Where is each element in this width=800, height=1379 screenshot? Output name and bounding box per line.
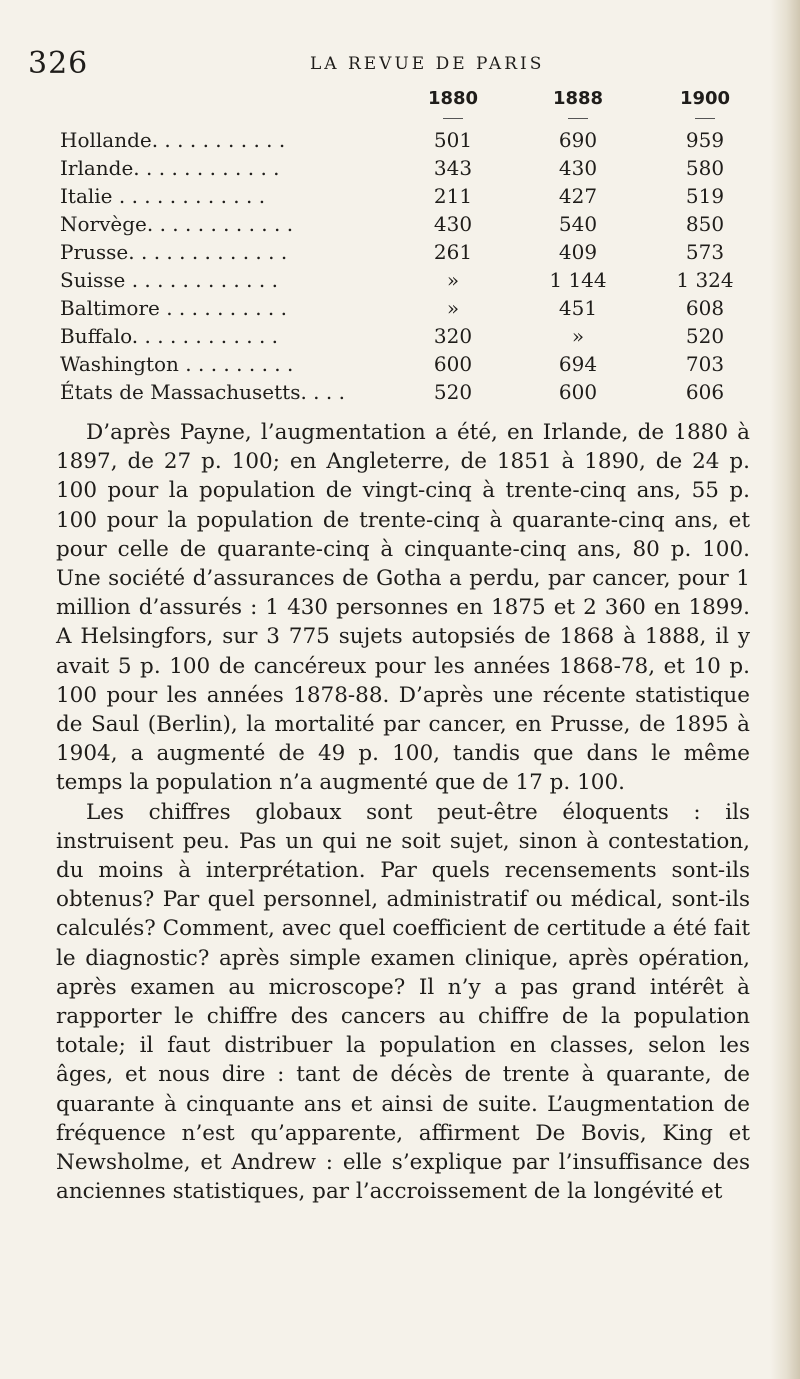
table-row — [60, 128, 760, 156]
cell-1880: 430 — [433, 212, 473, 236]
cell-1900: 608 — [685, 296, 725, 320]
cell-1888: 451 — [558, 296, 598, 320]
table-row — [60, 212, 760, 240]
table-row — [60, 156, 760, 184]
statistics-table — [60, 88, 760, 408]
cell-1888: 600 — [558, 380, 598, 404]
table-row — [60, 240, 760, 268]
cell-1888: 427 — [558, 184, 598, 208]
page-number: 326 — [28, 46, 89, 81]
cell-1888: 694 — [558, 352, 598, 376]
row-label: Hollande. . . . . . . . . . . — [60, 128, 286, 152]
column-header-1888: 1888 — [552, 88, 604, 109]
row-label: Prusse. . . . . . . . . . . . . — [60, 240, 288, 264]
cell-1900: 573 — [685, 240, 725, 264]
cell-1888: 409 — [558, 240, 598, 264]
table-row — [60, 296, 760, 324]
row-label: Norvège. . . . . . . . . . . . — [60, 212, 294, 236]
cell-1880: » — [446, 296, 460, 320]
cell-1900: 703 — [685, 352, 725, 376]
row-label: Italie . . . . . . . . . . . . — [60, 184, 266, 208]
table-row — [60, 184, 760, 212]
table-header — [60, 88, 760, 128]
table-row — [60, 268, 760, 296]
cell-1880: 520 — [433, 380, 473, 404]
cell-1900: 959 — [685, 128, 725, 152]
cell-1888: 1 144 — [549, 268, 607, 292]
cell-1880: 501 — [433, 128, 473, 152]
table-row — [60, 380, 760, 408]
running-title: LA REVUE DE PARIS — [310, 54, 545, 74]
cell-1888: » — [571, 324, 585, 348]
row-label: Irlande. . . . . . . . . . . . — [60, 156, 280, 180]
cell-1900: 580 — [685, 156, 725, 180]
row-label: Suisse . . . . . . . . . . . . — [60, 268, 278, 292]
cell-1900: 1 324 — [676, 268, 734, 292]
row-label: Buffalo. . . . . . . . . . . . — [60, 324, 279, 348]
cell-1900: 520 — [685, 324, 725, 348]
page-edge-shadow — [770, 0, 800, 1379]
row-label: Baltimore . . . . . . . . . . — [60, 296, 288, 320]
cell-1900: 606 — [685, 380, 725, 404]
cell-1880: 343 — [433, 156, 473, 180]
cell-1888: 540 — [558, 212, 598, 236]
body-text — [56, 418, 750, 1206]
column-rule — [568, 118, 588, 119]
cell-1888: 430 — [558, 156, 598, 180]
cell-1888: 690 — [558, 128, 598, 152]
cell-1900: 850 — [685, 212, 725, 236]
page-header — [28, 46, 740, 86]
cell-1880: 211 — [433, 184, 473, 208]
table-row — [60, 352, 760, 380]
cell-1880: 600 — [433, 352, 473, 376]
cell-1900: 519 — [685, 184, 725, 208]
column-header-1900: 1900 — [679, 88, 731, 109]
column-header-1880: 1880 — [427, 88, 479, 109]
column-rule — [695, 118, 715, 119]
row-label: États de Massachusetts. . . . — [60, 380, 345, 404]
table-row — [60, 324, 760, 352]
cell-1880: » — [446, 268, 460, 292]
cell-1880: 261 — [433, 240, 473, 264]
column-rule — [443, 118, 463, 119]
cell-1880: 320 — [433, 324, 473, 348]
paragraph: D’après Payne, l’augmentation a été, en Irlande, de 1880 à 1897, de 27 p. 100; en Angleterre, de 1851 à 1890, de 24 p. 100 pour la population de vingt-cinq à trente-cinq ans, 55 p. 100 pour la population de trente-cinq à quarante-cinq ans, et pour celle de quarante-cinq à cinquante-cinq ans, 80 p. 100. Une société d’assurances de Gotha a perdu, par cancer, pour 1 million d’assurés : 1 430 personnes en 1875 et 2 360 en 1899. A Helsingfors, sur 3 775 sujets autopsiés de 1868 à 1888, il y avait 5 p. 100 de cancéreux pour les années 1868-78, et 10 p. 100 pour les années 1878-88. D’après une récente statistique de Saul (Berlin), la mortalité par cancer, en Prusse, de 1895 à 1904, a augmenté de 49 p. 100, tandis que dans le même temps la population n’a augmenté que de 17 p. 100. — [56, 420, 750, 796]
row-label: Washington . . . . . . . . . — [60, 352, 294, 376]
paragraph: Les chiffres globaux sont peut-être éloquents : ils instruisent peu. Pas un qui ne soit sujet, sinon à contestation, du moins à interprétation. Par quels recensements sont-ils obtenus? Par quel personnel, administratif ou médical, sont-ils calculés? Comment, avec quel coefficient de certitude a été fait le diagnostic? après simple examen clinique, après opération, après examen au microscope? Il n’y a pas grand intérêt à rapporter le chiffre des cancers au chiffre de la population totale; il faut distribuer la population en classes, selon les âges, et nous dire : tant de décès de trente à quarante, de quarante à cinquante ans et ainsi de suite. L’augmentation de fréquence n’est qu’apparente, affirment De Bovis, King et Newsholme, et Andrew : elle s’explique par l’insuffisance des anciennes statistiques, par l’accroissement de la longévité et — [56, 799, 750, 1205]
